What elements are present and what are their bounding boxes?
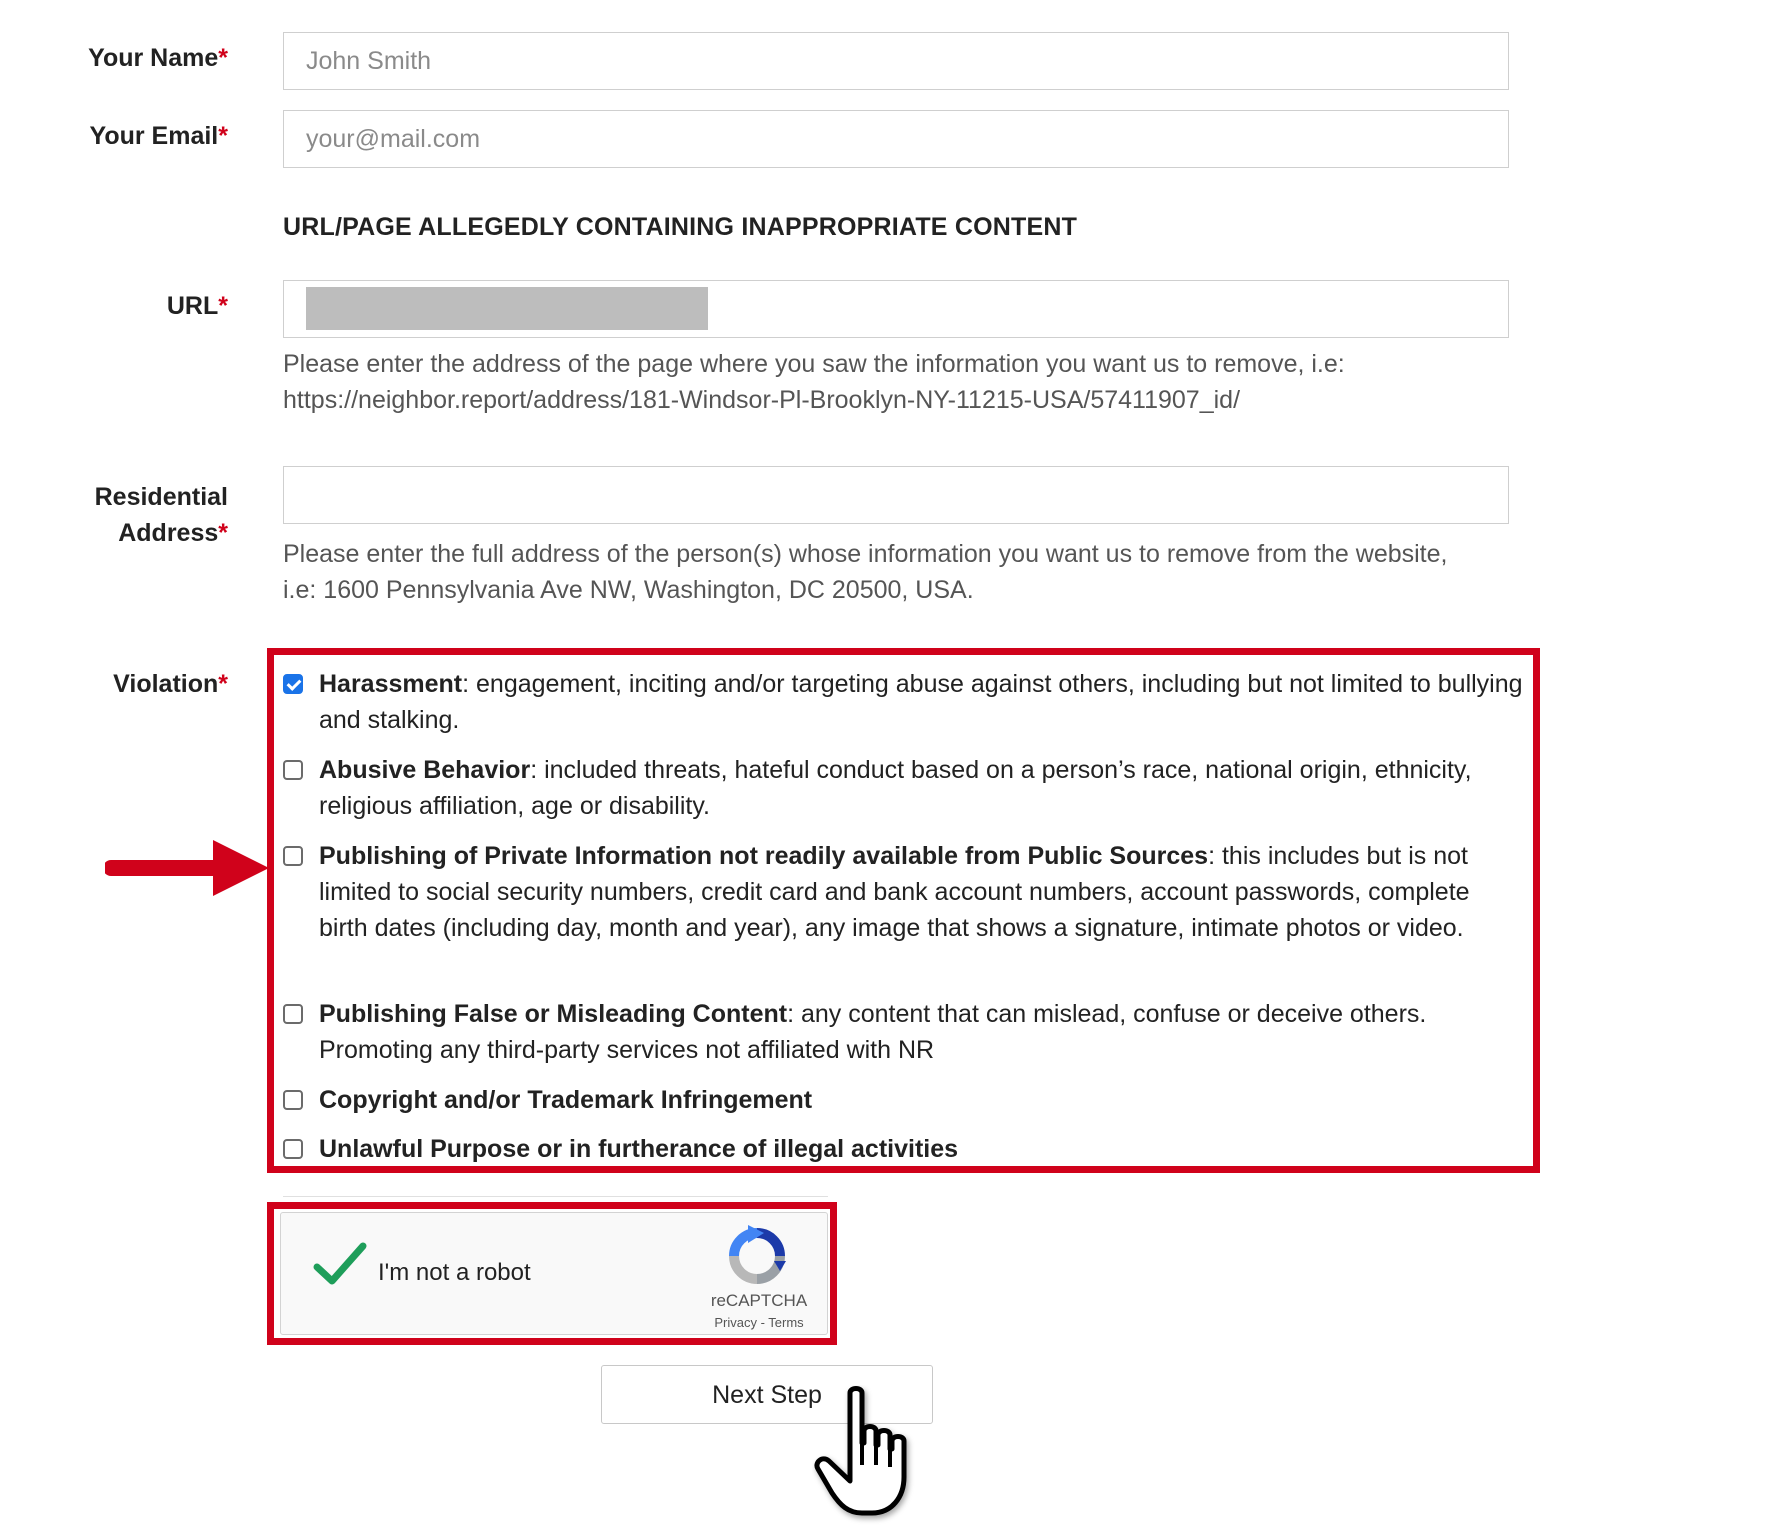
option-title: Copyright and/or Trademark Infringement	[319, 1086, 813, 1114]
required-mark: *	[218, 122, 228, 150]
violation-label-text: Violation	[113, 670, 219, 698]
name-label-text: Your Name	[88, 44, 219, 72]
email-input[interactable]	[283, 110, 1509, 168]
violation-label	[113, 666, 228, 702]
option-desc: : this includes but is not limited to social security numbers, credit card and bank account numbers, account passwords, complete birth dates (including day, month and year), any image that shows a signature, intimate photos or video.	[319, 842, 1470, 942]
address-label-line2: Address	[118, 519, 219, 547]
option-desc: : engagement, inciting and/or targeting abuse against others, including but not limited to bullying and stalking.	[319, 670, 1523, 734]
captcha-privacy-link[interactable]: Privacy	[714, 1315, 757, 1330]
name-input[interactable]	[283, 32, 1509, 90]
captcha-highlight-box	[267, 1202, 837, 1345]
captcha-divider	[283, 1196, 828, 1197]
url-section-title: URL/PAGE ALLEGEDLY CONTAINING INAPPROPRIATE CONTENT	[283, 213, 1078, 241]
address-help-text	[283, 536, 1523, 608]
url-help-text	[283, 346, 1523, 418]
address-help-line2: i.e: 1600 Pennsylvania Ave NW, Washington, DC 20500, USA.	[283, 576, 974, 604]
required-mark: *	[218, 670, 228, 698]
captcha-link-separator: -	[756, 1315, 769, 1330]
url-help-line1: Please enter the address of the page where you saw the information you want us to remove, i.e:	[283, 350, 1345, 378]
url-label-text: URL	[166, 292, 219, 320]
required-mark: *	[218, 519, 228, 547]
address-label	[95, 479, 228, 551]
email-label	[90, 118, 228, 154]
option-desc: : included threats, hateful conduct based on a person’s race, national origin, ethnicity, religious affiliation, age or disability.	[319, 756, 1472, 820]
hand-pointer-cursor-icon	[812, 1385, 924, 1525]
arrow-right-icon	[105, 838, 275, 898]
option-title: Harassment	[319, 670, 463, 698]
captcha-label: I'm not a robot	[378, 1259, 531, 1286]
option-title: Unlawful Purpose or in furtherance of illegal activities	[319, 1135, 959, 1163]
required-mark: *	[218, 292, 228, 320]
captcha-terms-link[interactable]: Terms	[768, 1315, 804, 1330]
next-step-button[interactable]: Next Step	[601, 1365, 933, 1424]
url-help-line2: https://neighbor.report/address/181-Windsor-Pl-Brooklyn-NY-11215-USA/57411907_id/	[283, 386, 1241, 414]
url-label	[167, 288, 228, 324]
redacted-url-value	[306, 287, 708, 330]
address-label-line1: Residential	[94, 483, 228, 511]
option-title: Publishing of Private Information not readily available from Public Sources	[319, 842, 1209, 870]
email-label-text: Your Email	[89, 122, 219, 150]
violation-highlight-box	[267, 648, 1540, 1173]
option-desc: : any content that can mislead, confuse or deceive others. Promoting any third-party services not affiliated with NR	[319, 1000, 1427, 1064]
captcha-brand: reCAPTCHA	[710, 1291, 808, 1310]
address-input[interactable]	[283, 466, 1509, 524]
option-title: Publishing False or Misleading Content	[319, 1000, 788, 1028]
address-help-line1: Please enter the full address of the person(s) whose information you want us to remove from the website,	[283, 540, 1448, 568]
name-label	[88, 40, 228, 76]
required-mark: *	[218, 44, 228, 72]
option-title: Abusive Behavior	[319, 756, 531, 784]
